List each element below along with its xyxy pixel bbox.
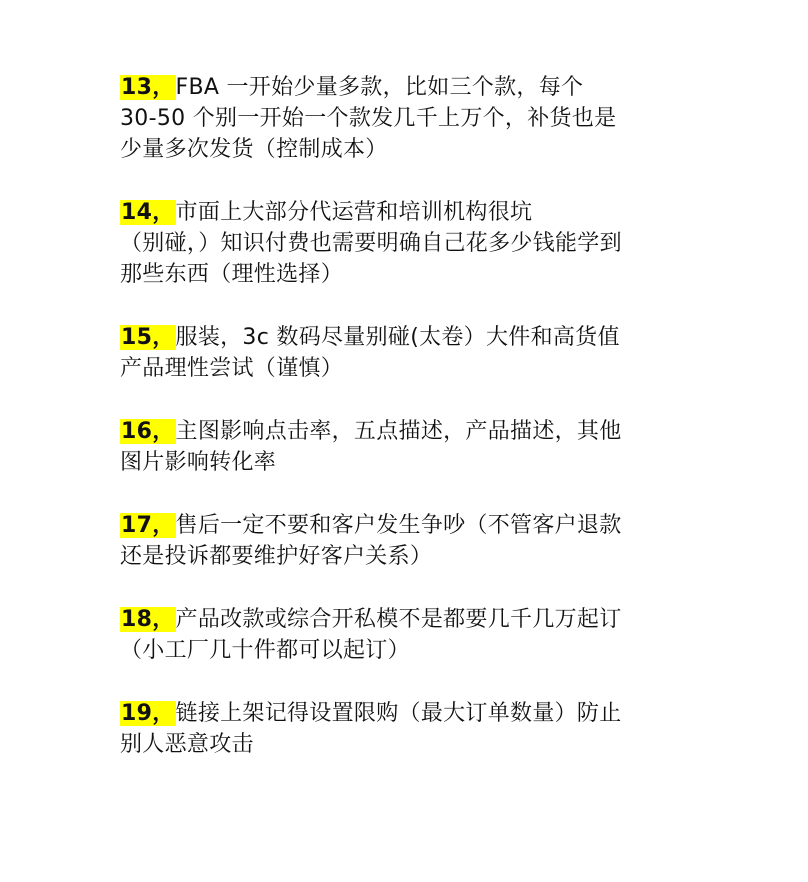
item-number-highlight: 17，	[121, 513, 175, 538]
item-line-1	[120, 510, 740, 541]
item-number-highlight: 15，	[121, 325, 175, 350]
item-line-1	[120, 698, 740, 729]
item-text: 链接上架记得设置限购（最大订单数量）防止	[175, 701, 622, 726]
item-number-highlight: 18，	[121, 607, 175, 632]
item-line-1	[120, 72, 740, 103]
list-item-13	[120, 72, 740, 165]
item-text: 主图影响点击率，五点描述，产品描述，其他	[175, 419, 622, 444]
item-line-3: 少量多次发货（控制成本）	[120, 137, 388, 162]
item-number-highlight: 19，	[121, 701, 175, 726]
list-item-18	[120, 604, 740, 666]
list-item-14	[120, 197, 740, 290]
document-body	[120, 72, 740, 792]
item-number-highlight: 13，	[121, 75, 175, 100]
item-text: 服装，3c 数码尽量别碰(太卷）大件和高货值	[175, 325, 620, 350]
item-line-2: 产品理性尝试（谨慎）	[120, 356, 344, 381]
item-line-2: 还是投诉都要维护好客户关系）	[120, 544, 433, 569]
item-line-1	[120, 604, 740, 635]
list-item-17	[120, 510, 740, 572]
item-line-2: （别碰，）知识付费也需要明确自己花多少钱能学到	[120, 231, 622, 256]
item-text: FBA 一开始少量多款，比如三个款，每个	[175, 75, 584, 100]
item-line-2: 30-50 个别一开始一个款发几千上万个，补货也是	[120, 106, 617, 131]
item-text: 售后一定不要和客户发生争吵（不管客户退款	[175, 513, 622, 538]
list-item-16	[120, 416, 740, 478]
item-line-3: 那些东西（理性选择）	[120, 262, 344, 287]
item-line-2: 图片影响转化率	[120, 450, 277, 475]
list-item-19	[120, 698, 740, 760]
item-line-2: （小工厂几十件都可以起订）	[120, 638, 410, 663]
item-line-1	[120, 197, 740, 228]
item-text: 产品改款或综合开私模不是都要几千几万起订	[175, 607, 622, 632]
item-line-2: 别人恶意攻击	[120, 732, 254, 757]
item-line-1	[120, 416, 740, 447]
item-number-highlight: 14，	[121, 200, 175, 225]
item-number-highlight: 16，	[121, 419, 175, 444]
list-item-15	[120, 322, 740, 384]
item-line-1	[120, 322, 740, 353]
item-text: 市面上大部分代运营和培训机构很坑	[175, 200, 533, 225]
